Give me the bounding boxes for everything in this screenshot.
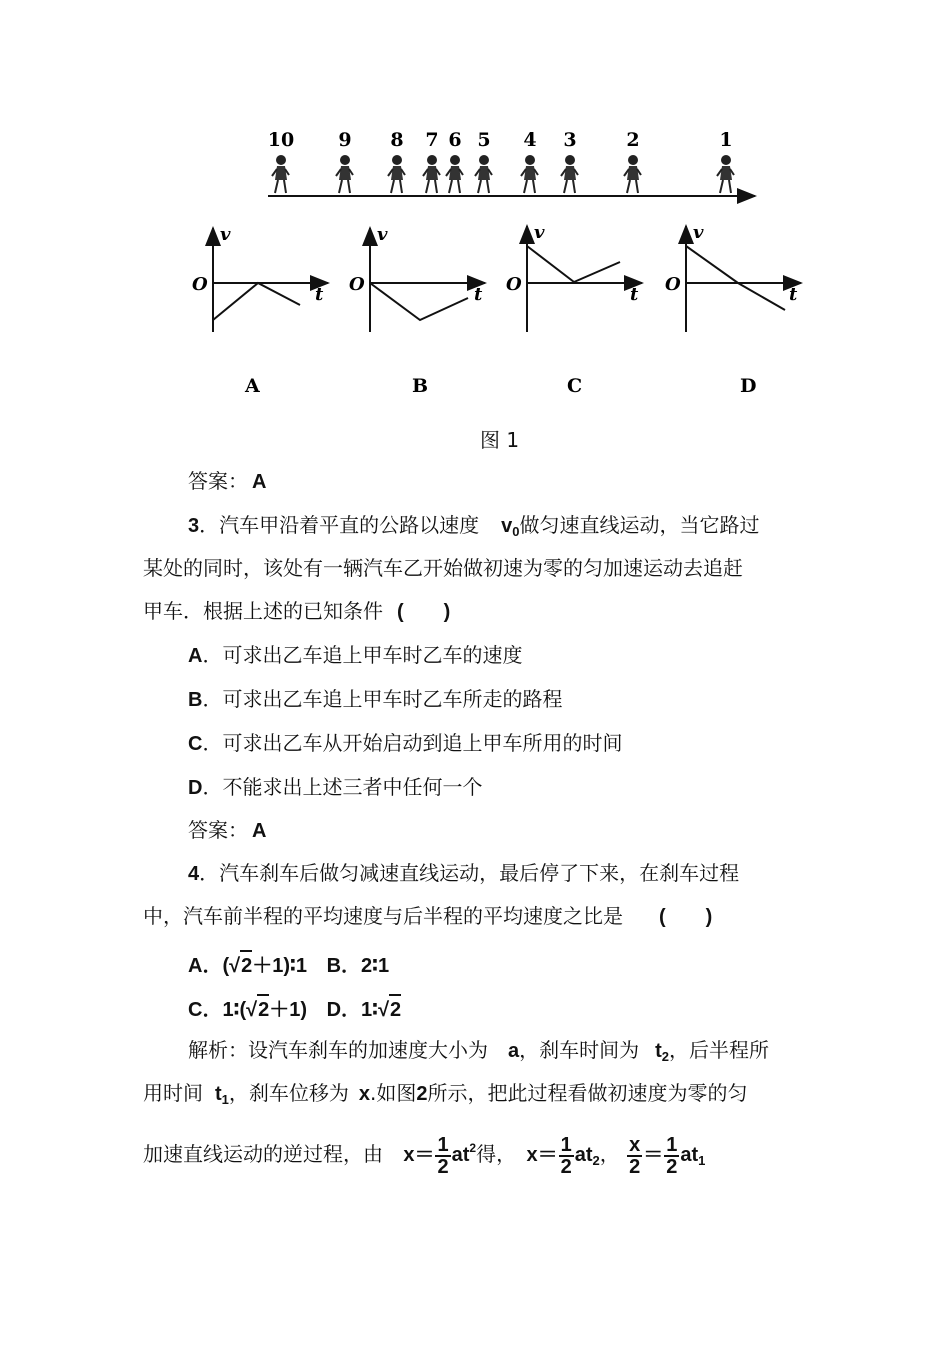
runner-figure [423,129,440,193]
q3-line-1 [188,511,759,546]
q4-line-1: 4．汽车刹车后做匀减速直线运动，最后停了下来，在刹车过程 [188,861,740,885]
runner-label: 2 [626,129,640,151]
runner-label: 8 [390,129,404,151]
runner-group [268,129,734,193]
answer-paren: ( ) [659,906,713,928]
answer-value: A [252,820,267,842]
question-number: 3 [188,515,200,537]
v-label: v [534,222,545,243]
answer-1 [188,467,266,496]
runner-figure [717,129,734,193]
runner-label: 9 [338,129,352,151]
vt-curve [213,283,300,320]
origin-label: O [192,274,208,295]
t-label: t [789,284,798,305]
question-number: 4 [188,863,200,885]
runner-label: 3 [563,129,577,151]
runner-label: 4 [523,129,537,151]
figure-caption: 图 1 [480,428,520,452]
answer-label: 答案： [188,818,248,842]
vt-curve [527,246,620,282]
runner-figure [446,129,463,193]
solution-line-2: 用时间 $t_1$，刹车位移为 x.如图2所示，把此过程看做初速度为零的匀 [143,1081,748,1107]
q3-line-3: 甲车．根据上述的已知条件 ( ) [143,599,451,623]
answer-label: 答案： [188,469,248,493]
runner-label: 7 [425,129,439,151]
q3-option-b: B．可求出乙车追上甲车时乙车所走的路程 [188,687,563,711]
runner-figure [388,129,405,193]
v-label: v [377,224,388,245]
panel-label-b: B [412,375,429,397]
panel-label-d: D [740,375,757,397]
t-label: t [474,284,483,305]
panel-label-c: C [567,375,583,397]
origin-label: O [665,274,681,295]
origin-label: O [349,274,365,295]
panel-label-a: A [245,375,260,397]
runner-label: 6 [448,129,462,151]
q3-line-2: 某处的同时，该处有一辆汽车乙开始做初速为零的匀加速运动去追赶 [143,556,743,580]
graph-d [665,222,801,397]
graph-c [506,222,642,397]
q3-text: 做匀速直线运动，当它路过 [519,513,760,537]
runner-label: 1 [719,129,733,151]
runner-figure [336,129,353,193]
v0-symbol: $v_0$ [501,515,520,539]
answer-value: A [252,471,267,493]
runner-figure [475,129,492,193]
q4-options-cd: C．1∶(√2＋1) D．1∶√2 [188,994,401,1024]
q4-options-ab: A．(√2＋1)∶1 B．2∶1 [188,950,389,980]
v-label: v [693,222,704,243]
graph-a [192,224,328,397]
runner-figure [561,129,578,193]
figure-1 [0,0,950,460]
q3-option-a: A．可求出乙车追上甲车时乙车的速度 [188,643,523,667]
runner-label: 10 [267,129,295,151]
t-label: t [315,284,324,305]
origin-label: O [506,274,522,295]
runner-label: 5 [477,129,491,151]
v-label: v [220,224,231,245]
runner-figure [268,129,294,193]
vt-curve [370,283,468,320]
q3-text: ．汽车甲沿着平直的公路以速度 [199,513,480,537]
solution-line-1: 解析：设汽车刹车的加速度大小为 a，刹车时间为 $t_2$，后半程所 [188,1038,770,1064]
q4-line-2: 中，汽车前半程的平均速度与后半程的平均速度之比是 ( ) [143,904,713,928]
runner-figure [624,129,641,193]
answer-paren: ( ) [397,601,451,623]
answer-2 [188,816,266,845]
vt-curve [686,246,785,310]
runner-figure [521,129,538,193]
q3-option-d: D．不能求出上述三者中任何一个 [188,775,483,799]
solution-line-3: 加速直线运动的逆过程，由 x＝ $\frac{1}{2}$ $at^2$得， x＝ $\frac{1}{2}$ $at_2$， $\frac{x}{2}$ ＝ $\frac{1}{2}$ $at_1$ [143,1133,706,1178]
graph-b [349,224,485,397]
t-label: t [630,284,639,305]
q3-option-c: C．可求出乙车从开始启动到追上甲车所用的时间 [188,731,623,755]
